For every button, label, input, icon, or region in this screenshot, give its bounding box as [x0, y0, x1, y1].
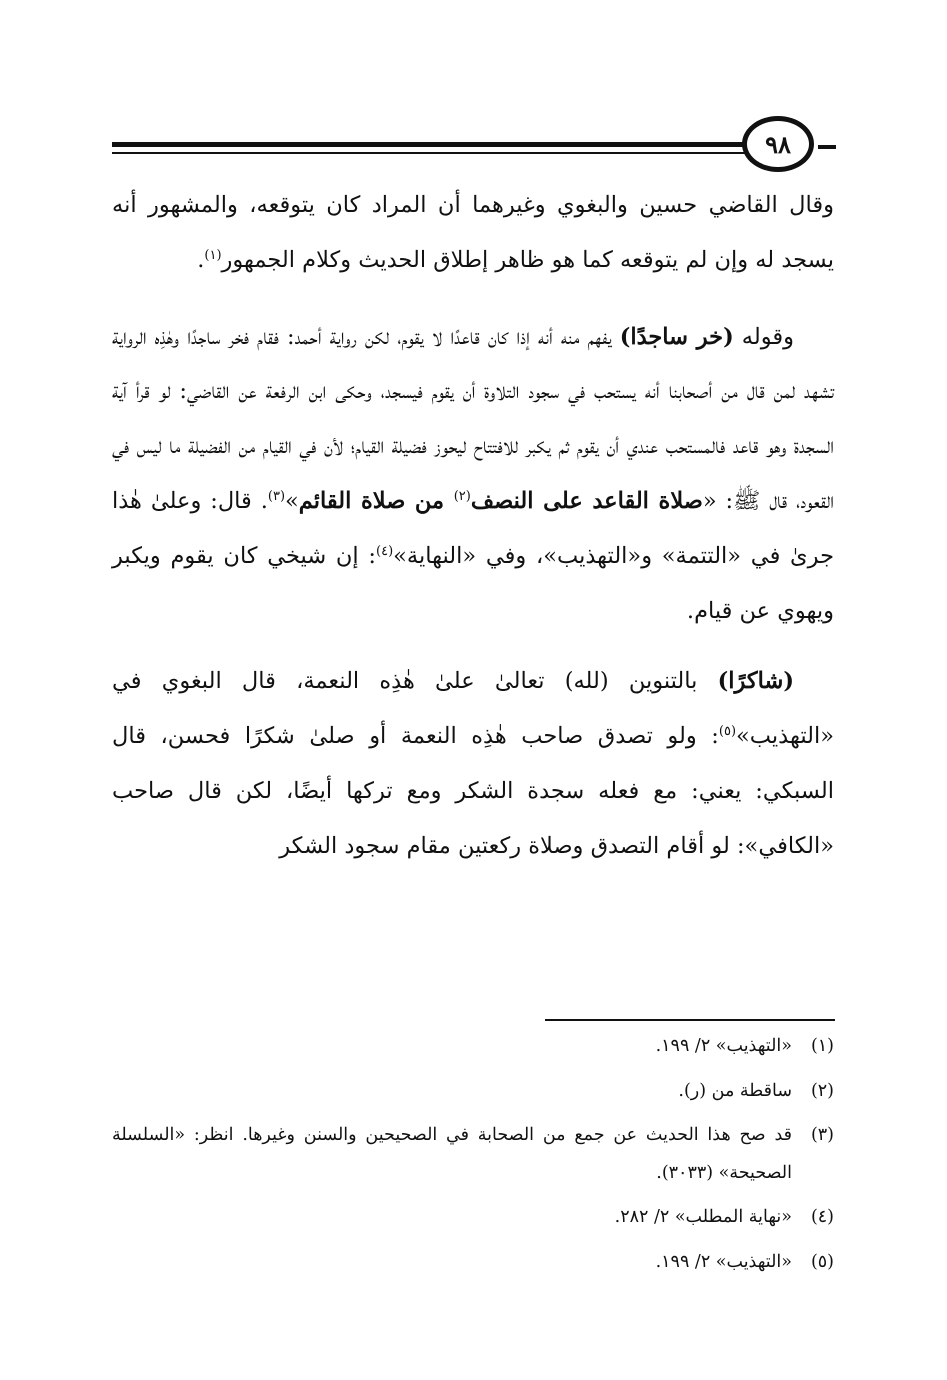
- header-rule-right: [818, 145, 836, 149]
- text-run: : إن شيخي كان يقوم ويكبر ويهوي عن قيام.: [112, 542, 834, 624]
- footnote-2: [112, 1073, 834, 1111]
- footnote-separator: [545, 1019, 835, 1021]
- footnote-number: (٢): [810, 1080, 834, 1101]
- footnote-5: [112, 1244, 834, 1282]
- footnote-ref-2: (٢): [453, 488, 471, 504]
- footnote-text: قد صح هذا الحديث عن جمع من الصحابة في الصحيحين والسنن وغيرها. انظر: «السلسلة الصحيحة» (٣٠٣٣).: [112, 1125, 792, 1183]
- text-run: وقال القاضي حسين والبغوي وغيرهما أن المراد كان يتوقعه، والمشهور أنه يسجد له وإن لم يتوقعه كما هو ظاهر إطلاق الحديث وكلام الجمهور: [112, 192, 834, 273]
- paragraph-1: [112, 178, 834, 288]
- footnotes: [112, 1028, 834, 1281]
- text-run: . قال: وعلىٰ هٰذا جرىٰ في «التتمة» و«التهذيب»، وفي «النهاية»: [112, 487, 834, 569]
- bold-phrase: (خر ساجدًا): [619, 323, 734, 350]
- footnote-number: (٥): [810, 1251, 834, 1272]
- footnote-ref-4: (٤): [376, 543, 394, 559]
- footnote-number: (١): [810, 1036, 834, 1056]
- text-run: وقوله: [733, 323, 794, 350]
- hadith-quote: من صلاة القائم: [298, 487, 454, 514]
- footnote-text: «التهذيب» ٢/ ١٩٩.: [655, 1036, 792, 1056]
- footnote-text: «التهذيب» ٢/ ١٩٩.: [655, 1251, 792, 1272]
- paragraph-3: [112, 654, 834, 873]
- footnote-3: [112, 1117, 834, 1192]
- footnote-4: [112, 1199, 834, 1237]
- header-rule-thick: [112, 142, 752, 147]
- text-run: .: [197, 246, 205, 273]
- paragraph-2: [112, 310, 834, 639]
- footnote-1: [112, 1028, 834, 1066]
- text-run: بالتنوين (لله) تعالىٰ علىٰ هٰذِه النعمة، قال البغوي في «التهذيب»: [112, 668, 834, 750]
- text-run: »: [285, 487, 299, 514]
- main-text: [112, 178, 834, 874]
- bold-phrase: (شاكرًا): [717, 668, 794, 695]
- text-run: : ولو تصدق صاحب هٰذِه النعمة أو صلىٰ شكرًا فحسن، قال السبكي: يعني: مع فعله سجدة الشكر ومع تركها أيضًا، لكن قال صاحب «الكافي»: لو أقام التصدق وصلاة ركعتين مقام سجود الشكر: [112, 723, 834, 859]
- text-run: يفهم منه أنه إذا كان قاعدًا لا يقوم، لكن رواية أحمد: فقام فخر ساجدًا وهٰذِه الرواية تشهد لمن قال من أصحابنا أنه يستحب في سجود التلاوة أن يقوم فيسجد، وحكى ابن الرفعة عن القاضي: لو قرأ آية السجدة وهو قاعد فالمستحب عندي أن يقوم ثم يكبر للافتتاح ليحوز فضيلة القيام؛ لأن في القيام من الفضيلة ما ليس في القعود، قال ﷺ: «: [112, 323, 834, 514]
- footnote-ref-3: (٣): [267, 488, 286, 504]
- footnote-number: (٣): [810, 1125, 834, 1145]
- footnote-ref-5: (٥): [718, 724, 737, 740]
- page-number: ٩٨: [742, 116, 814, 172]
- footnote-text: «نهاية المطلب» ٢/ ٢٨٢.: [614, 1207, 792, 1227]
- footnote-number: (٤): [810, 1207, 834, 1227]
- header-rule-thin: [112, 152, 752, 154]
- footnote-ref-1: (١): [204, 247, 222, 263]
- footnote-text: ساقطة من (ر).: [678, 1080, 792, 1101]
- hadith-quote: صلاة القاعد على النصف: [470, 487, 703, 514]
